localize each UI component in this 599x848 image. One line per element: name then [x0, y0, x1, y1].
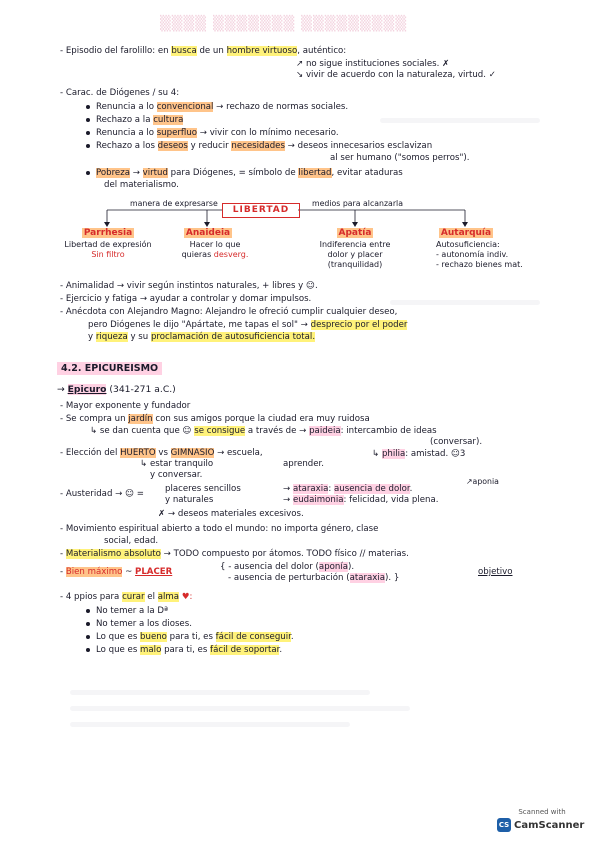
col-text-anaideia [165, 240, 265, 260]
camscanner-watermark [497, 808, 587, 842]
epicuro-text: Mayor exponente y fundador [65, 401, 191, 411]
col-title-apatia [317, 228, 393, 238]
bullet-icon [86, 118, 90, 122]
anecdota-text: Anécdota con Alejandro Magno: Alejandro le ofreció cumplir cualquier deseo, [65, 307, 398, 317]
col-line: Sin filtro [91, 250, 125, 259]
highlight-alma: alma [157, 592, 180, 602]
movimiento-line-2 [104, 536, 158, 547]
epicuro-item-cont [430, 437, 482, 448]
epicuro-dates: (341-271 a.C.) [109, 384, 176, 395]
carac-text: → vivir con lo mínimo necesario. [197, 128, 339, 138]
epicuro-item [90, 426, 437, 437]
ataraxia-line [283, 484, 412, 495]
carac-text: Rechazo a la [96, 115, 154, 125]
ppio-item [86, 619, 192, 630]
bullet-icon [86, 609, 90, 613]
anecdota-text: y [88, 332, 96, 342]
placer-sub1: { - ausencia del dolor (aponía). [220, 562, 355, 572]
col-line: Indiferencia entre [319, 240, 391, 249]
carac-text: para Diógenes, = símbolo de [167, 168, 299, 178]
austeridad-text: → [283, 484, 293, 494]
austeridad-text: Austeridad → ☺ = [65, 489, 144, 499]
col-line: (tranquilidad) [327, 260, 383, 269]
highlight-libertad: libertad [298, 168, 332, 178]
heart-icon: ♥: [179, 592, 193, 602]
highlight-materialismo: Materialismo absoluto [65, 549, 161, 559]
bien-arrow: ~ [122, 567, 136, 577]
highlight-ataraxia-2: ataraxia [349, 573, 386, 583]
ppio-text: . [290, 632, 294, 642]
carac-text: y reducir [187, 141, 232, 151]
placer-text: - ausencia de perturbación ( [228, 573, 350, 583]
highlight-gimnasio: GIMNASIO [170, 448, 215, 458]
bullet-icon [86, 105, 90, 109]
carac-text: Renuncia a lo [96, 102, 157, 112]
epicuro-item: - Se compra un jardín con sus amigos porque la ciudad era muy ruidosa [60, 414, 370, 424]
bleed-mark [380, 118, 540, 123]
epicuro-item-cont [150, 470, 202, 481]
bleed-mark [70, 722, 350, 727]
camscanner-logo-icon: CS [497, 818, 511, 832]
austeridad-text: placeres sencillos [165, 484, 241, 494]
anecdota-text: pero Diógenes le dijo "Apártate, me tapas el sol" → [88, 320, 311, 330]
bullet-icon [86, 171, 90, 175]
highlight-pobreza: Pobreza [96, 168, 130, 178]
epicuro-text: Se compra un [65, 414, 129, 424]
highlight-deseos: deseos [157, 141, 188, 151]
epicuro-text: Elección del [65, 448, 121, 458]
epicuro-text: aprender. [283, 459, 325, 469]
episodio-line: - Episodio del farolillo: en busca de un hombre virtuoso, auténtico: [60, 46, 347, 56]
col-line: Autosuficiencia: [436, 240, 500, 249]
col-text-autarquia [436, 240, 566, 270]
epicuro-text: (conversar). [430, 437, 483, 447]
epicuro-text: ↳ se dan cuenta que ☺ [90, 426, 195, 436]
highlight-curar: curar [122, 592, 145, 602]
highlight-ataraxia: ataraxia [292, 484, 329, 494]
col-title-parrhesia [70, 228, 146, 238]
highlight-aponia: aponía [318, 562, 349, 572]
anecdota-line: - Anécdota con Alejandro Magno: Alejandro le ofreció cumplir cualquier deseo, [60, 307, 398, 317]
austeridad-text: ✗ → deseos materiales excesivos. [158, 509, 304, 519]
movimiento-text: social, edad. [104, 536, 159, 546]
highlight-busca: busca [171, 46, 197, 56]
bullet-icon [86, 648, 90, 652]
austeridad-text: : felicidad, vida plena. [343, 495, 439, 505]
epicuro-text: : intercambio de ideas [340, 426, 437, 436]
carac-text: → deseos innecesarios esclavizan [284, 141, 433, 151]
highlight-se-consigue: se consigue [194, 426, 246, 436]
carac-title-text: Carac. de Diógenes / su 4: [65, 88, 180, 98]
episodio-text: : en [152, 46, 172, 56]
section-heading-epicureismo: 4.2. EPICUREISMO [57, 362, 162, 375]
epicuro-text: vs [155, 448, 171, 458]
highlight-paideia: paideia [309, 426, 341, 436]
highlight-riqueza: riqueza [95, 332, 128, 342]
col-line: Libertad de expresión [64, 240, 152, 249]
col-line: quieras [181, 250, 212, 259]
epicuro-line: → Epicuro (341-271 a.C.) [57, 384, 176, 395]
episodio-sub1: ↗ no sigue instituciones sociales. ✗ [296, 59, 450, 69]
highlight-huerto: HUERTO [120, 448, 156, 458]
cuatro-text: 4 ppios para [65, 592, 123, 602]
ejercicio-text: Ejercicio y fatiga → ayudar a controlar y domar impulsos. [65, 294, 312, 304]
episodio-sub2-text: vivir de acuerdo con la naturaleza, virtud. ✓ [305, 70, 496, 80]
austeridad-no [158, 509, 304, 520]
austeridad-sub [165, 484, 241, 495]
austeridad-text: : [328, 484, 335, 494]
carac-text: → [130, 168, 143, 178]
epicuro-item-cont: ↳ estar tranquilo [140, 459, 214, 469]
aponia-note: ↗aponia [466, 477, 499, 486]
bullet-icon [86, 622, 90, 626]
bien-maximo: Bien máximo [65, 567, 123, 577]
carac-item-cont [330, 153, 470, 164]
ppio-text: para ti, es [166, 632, 216, 642]
epicuro-text: estar tranquilo [149, 459, 214, 469]
carac-text: del materialismo. [104, 180, 179, 190]
materialismo-text: → TODO compuesto por átomos. TODO físico // materias. [160, 549, 409, 559]
carac-item [86, 168, 403, 179]
camscanner-name: CamScanner [514, 819, 585, 831]
highlight-jardin: jardín [128, 414, 153, 424]
carac-item [86, 141, 432, 152]
cuatro-text: el [144, 592, 158, 602]
carac-title: - Carac. de Diógenes / su 4: [60, 88, 180, 98]
eudaimonia-line [283, 495, 438, 506]
epicuro-item: - Mayor exponente y fundador [60, 401, 191, 411]
col-title-autarquia [428, 228, 504, 238]
austeridad-text: → [283, 495, 293, 505]
highlight-virtud: virtud [142, 168, 168, 178]
epicuro-text: y conversar. [150, 470, 203, 480]
austeridad-sub [165, 495, 213, 506]
epicuro-text: → escuela, [214, 448, 263, 458]
carac-text: → rechazo de normas sociales. [213, 102, 349, 112]
col-text-parrhesia [58, 240, 158, 260]
col-line: desverg. [213, 250, 249, 259]
carac-item [86, 115, 183, 126]
placer-text: - ausencia del dolor ( [228, 562, 319, 572]
epicuro-text: : amistad. ☺3 [405, 449, 466, 459]
scanned-with-text: Scanned with [518, 808, 566, 816]
carac-item [86, 102, 348, 113]
placer-text: ). [385, 573, 392, 583]
objetivo-label [478, 567, 513, 578]
col-title-text: Apatía [338, 228, 372, 238]
col-line: Hacer lo que [189, 240, 241, 249]
episodio-text: , auténtico: [297, 46, 347, 56]
bien-maximo-line: - Bien máximo ~ PLACER [60, 567, 173, 577]
austeridad-text: . [409, 484, 413, 494]
epicuro-text: ↳ [372, 449, 382, 459]
libertad-box: LIBERTAD [222, 203, 300, 218]
ppio-item [86, 632, 294, 643]
ejercicio-line: - Ejercicio y fatiga → ayudar a controlar y domar impulsos. [60, 294, 312, 304]
highlight-facil-conseguir: fácil de conseguir [215, 632, 291, 642]
highlight-facil-soportar: fácil de soportar [210, 645, 280, 655]
animalidad-text: Animalidad → vivir según instintos naturales, + libres y ☺. [65, 281, 318, 291]
epicuro-item-cont [283, 459, 324, 470]
bullet-icon [86, 635, 90, 639]
ppio-text: Lo que es [96, 645, 141, 655]
austeridad-text: y naturales [165, 495, 214, 505]
anecdota-text: y su [127, 332, 151, 342]
bleed-mark [70, 690, 370, 695]
highlight-necesidades: necesidades [231, 141, 285, 151]
highlight-malo: malo [140, 645, 162, 655]
highlight-cultura: cultura [153, 115, 184, 125]
col-title-anaideia [170, 228, 246, 238]
highlight-eudaimonia: eudaimonia [292, 495, 344, 505]
col-line: - rechazo bienes mat. [436, 260, 523, 269]
highlight-bueno: bueno [140, 632, 167, 642]
placer-word: PLACER [135, 567, 173, 577]
ppio-text: Dª [157, 606, 169, 616]
carac-text: al ser humano ("somos perros"). [330, 153, 470, 163]
ppio-text: No temer a los dioses. [96, 619, 192, 629]
epicuro-name: Epicuro [67, 384, 107, 395]
ppio-item [86, 606, 168, 617]
carac-item [86, 128, 339, 139]
bullet-icon [86, 144, 90, 148]
episodio-lead: Episodio del farolillo [65, 46, 153, 56]
ppio-text: para ti, es [161, 645, 211, 655]
carac-item-cont [104, 180, 179, 191]
highlight-autosuficiencia: proclamación de autosuficiencia total. [150, 332, 316, 342]
movimiento-line: - Movimiento espiritual abierto a todo el mundo: no importa género, clase [60, 524, 379, 534]
placer-text: ). [348, 562, 355, 572]
ppio-text: No temer a la [96, 606, 158, 616]
epicuro-text: a través de → [245, 426, 310, 436]
austeridad-line: - Austeridad → ☺ = [60, 489, 144, 499]
highlight-philia: philia [381, 449, 406, 459]
epicuro-item: - Elección del HUERTO vs GIMNASIO → escuela, [60, 448, 263, 458]
epicuro-text: con sus amigos porque la ciudad era muy ruidosa [152, 414, 370, 424]
col-title-text: Parrhesia [83, 228, 133, 238]
col-text-apatia [300, 240, 410, 270]
highlight-ausencia-dolor: ausencia de dolor [334, 484, 410, 494]
carac-text: Renuncia a lo [96, 128, 157, 138]
episodio-text: de un [196, 46, 227, 56]
bleed-mark [70, 706, 410, 711]
col-title-text: Anaideia [185, 228, 231, 238]
bleed-mark [390, 300, 540, 305]
col-title-text: Autarquía [440, 228, 492, 238]
libertad-left-label: manera de expresarse [130, 199, 218, 208]
faint-heading-bleed: ▒▒▒▒ ▒▒▒▒▒▒▒ ▒▒▒▒▒▒▒▒▒ [160, 16, 408, 32]
anecdota-line-2 [88, 320, 407, 331]
episodio-sub2: ↘ vivir de acuerdo con la naturaleza, virtud. ✓ [296, 70, 496, 80]
ppio-item [86, 645, 282, 656]
aponia-text: aponia [472, 477, 499, 486]
cuatro-ppios-line: - 4 ppios para curar el alma ♥: [60, 592, 193, 602]
placer-sub2: - ausencia de perturbación (ataraxia). } [228, 573, 400, 583]
camscanner-badge [497, 818, 587, 832]
objetivo-text: objetivo [478, 567, 513, 577]
bullet-icon [86, 131, 90, 135]
ppio-text: Lo que es [96, 632, 141, 642]
ppio-text: . [279, 645, 283, 655]
highlight-hombre-virtuoso: hombre virtuoso [226, 46, 298, 56]
col-line: - autonomía indiv. [436, 250, 509, 259]
carac-text: Rechazo a los [96, 141, 158, 151]
movimiento-text: Movimiento espiritual abierto a todo el mundo: no importa género, clase [65, 524, 379, 534]
episodio-sub1-text: no sigue instituciones sociales. ✗ [305, 59, 450, 69]
anecdota-line-3 [88, 332, 315, 343]
materialismo-line: - Materialismo absoluto → TODO compuesto por átomos. TODO físico // materias. [60, 549, 409, 559]
animalidad-line: - Animalidad → vivir según instintos naturales, + libres y ☺. [60, 281, 318, 291]
carac-text: , evitar ataduras [331, 168, 403, 178]
highlight-superfluo: superfluo [156, 128, 198, 138]
libertad-right-label: medios para alcanzarla [312, 199, 403, 208]
highlight-convencional: convencional [156, 102, 214, 112]
philia-line [372, 449, 465, 460]
col-line: dolor y placer [327, 250, 383, 259]
highlight-desprecio-poder: desprecio por el poder [310, 320, 408, 330]
